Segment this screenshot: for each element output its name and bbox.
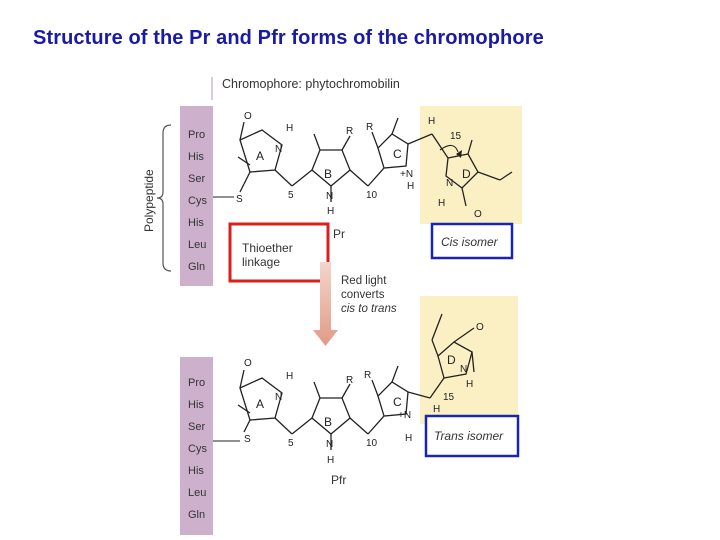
atom-n: N — [326, 191, 334, 202]
amino-acid-leu: Leu — [188, 239, 207, 251]
ring-c-r — [372, 132, 378, 148]
pr-label: Pr — [333, 227, 345, 241]
carbonyl-a — [240, 370, 244, 388]
amino-acid-his: His — [188, 151, 204, 163]
atom-h: H — [286, 371, 294, 382]
atom-h: H — [327, 206, 335, 217]
atom-n: N — [275, 144, 283, 155]
bridge-5-b — [292, 418, 312, 434]
bridge-10-b — [368, 416, 384, 434]
atom-h: H — [286, 123, 294, 134]
atom-n: N — [326, 439, 334, 450]
pfr-label: Pfr — [331, 473, 347, 487]
amino-acid-pro: Pro — [188, 129, 206, 141]
bridge-5-a — [275, 418, 292, 434]
figure-heading: Chromophore: phytochromobilin — [222, 77, 400, 91]
atom-h: H — [433, 404, 441, 415]
thioether-label-line1: Thioether — [242, 241, 293, 255]
atom-n-plus: +N — [400, 169, 414, 180]
atom-h: H — [327, 455, 335, 466]
bridge-5-a — [275, 170, 292, 186]
cis-isomer-label: Cis isomer — [441, 235, 498, 249]
atom-s: S — [244, 434, 251, 445]
position-15: 15 — [443, 392, 455, 403]
bridge-10-a — [350, 170, 368, 186]
atom-n: N — [446, 178, 454, 189]
position-10: 10 — [366, 190, 378, 201]
atom-h: H — [405, 433, 413, 444]
atom-r: R — [364, 370, 372, 381]
atom-n-plus: +N — [398, 410, 412, 421]
ring-b-methyl — [314, 382, 320, 398]
amino-acid-pro: Pro — [188, 377, 206, 389]
ring-b-label: B — [324, 415, 333, 429]
ring-a-methyl — [238, 405, 250, 413]
atom-o: O — [244, 111, 252, 122]
atom-o: O — [474, 209, 482, 220]
amino-acid-his-2: His — [188, 465, 204, 477]
amino-acid-ser: Ser — [188, 421, 206, 433]
bridge-10-b — [368, 168, 384, 186]
ring-a-methyl — [238, 157, 250, 165]
arrow-label-line3: cis to trans — [341, 303, 397, 315]
ring-a-label: A — [256, 149, 265, 163]
carbonyl-a — [240, 122, 244, 140]
atom-r: R — [366, 122, 374, 133]
amino-acid-his-2: His — [188, 217, 204, 229]
amino-acid-ser: Ser — [188, 173, 206, 185]
bridge-10-a — [350, 418, 368, 434]
atom-n: N — [275, 392, 283, 403]
amino-acid-cys: Cys — [188, 195, 207, 207]
ring-d-label: D — [462, 167, 471, 181]
atom-h: H — [428, 116, 436, 127]
atom-h: H — [466, 379, 474, 390]
ring-b-methyl — [314, 134, 320, 150]
link-to-sulfur — [244, 420, 250, 432]
position-15: 15 — [450, 131, 462, 142]
ring-c-methyl — [392, 366, 398, 382]
atom-o: O — [476, 322, 484, 333]
ring-c-r — [372, 380, 378, 396]
atom-r: R — [346, 375, 354, 386]
atom-h: H — [438, 198, 446, 209]
atom-s: S — [236, 194, 243, 205]
arrow-label-line2: converts — [341, 289, 385, 301]
position-5: 5 — [288, 438, 294, 449]
ring-c-label: C — [393, 147, 402, 161]
ring-a-label: A — [256, 397, 265, 411]
conversion-arrow — [313, 262, 338, 346]
position-5: 5 — [288, 190, 294, 201]
atom-n: N — [460, 364, 468, 375]
polypeptide-label: Polypeptide — [142, 169, 156, 232]
ring-c-label: C — [393, 395, 402, 409]
ring-d-highlight-pr — [420, 106, 522, 224]
atom-r: R — [346, 126, 354, 137]
atom-o: O — [244, 358, 252, 369]
amino-acid-leu: Leu — [188, 487, 207, 499]
ring-d-label: D — [447, 353, 456, 367]
trans-isomer-label: Trans isomer — [434, 429, 504, 443]
amino-acid-cys: Cys — [188, 443, 207, 455]
atom-h: H — [407, 181, 415, 192]
polypeptide-bracket — [157, 125, 171, 271]
slide-title: Structure of the Pr and Pfr forms of the chromophore — [33, 27, 544, 49]
link-to-sulfur — [240, 172, 250, 192]
ring-c-methyl — [392, 118, 398, 134]
ring-b-r — [342, 384, 350, 398]
bridge-5-b — [292, 170, 312, 186]
ring-b-r — [342, 136, 350, 150]
ring-b-label: B — [324, 167, 333, 181]
thioether-label-line2: linkage — [242, 255, 281, 269]
position-10: 10 — [366, 438, 378, 449]
amino-acid-his: His — [188, 399, 204, 411]
amino-acid-gln: Gln — [188, 261, 206, 273]
arrow-label-line1: Red light — [341, 275, 387, 287]
amino-acid-gln: Gln — [188, 509, 206, 521]
